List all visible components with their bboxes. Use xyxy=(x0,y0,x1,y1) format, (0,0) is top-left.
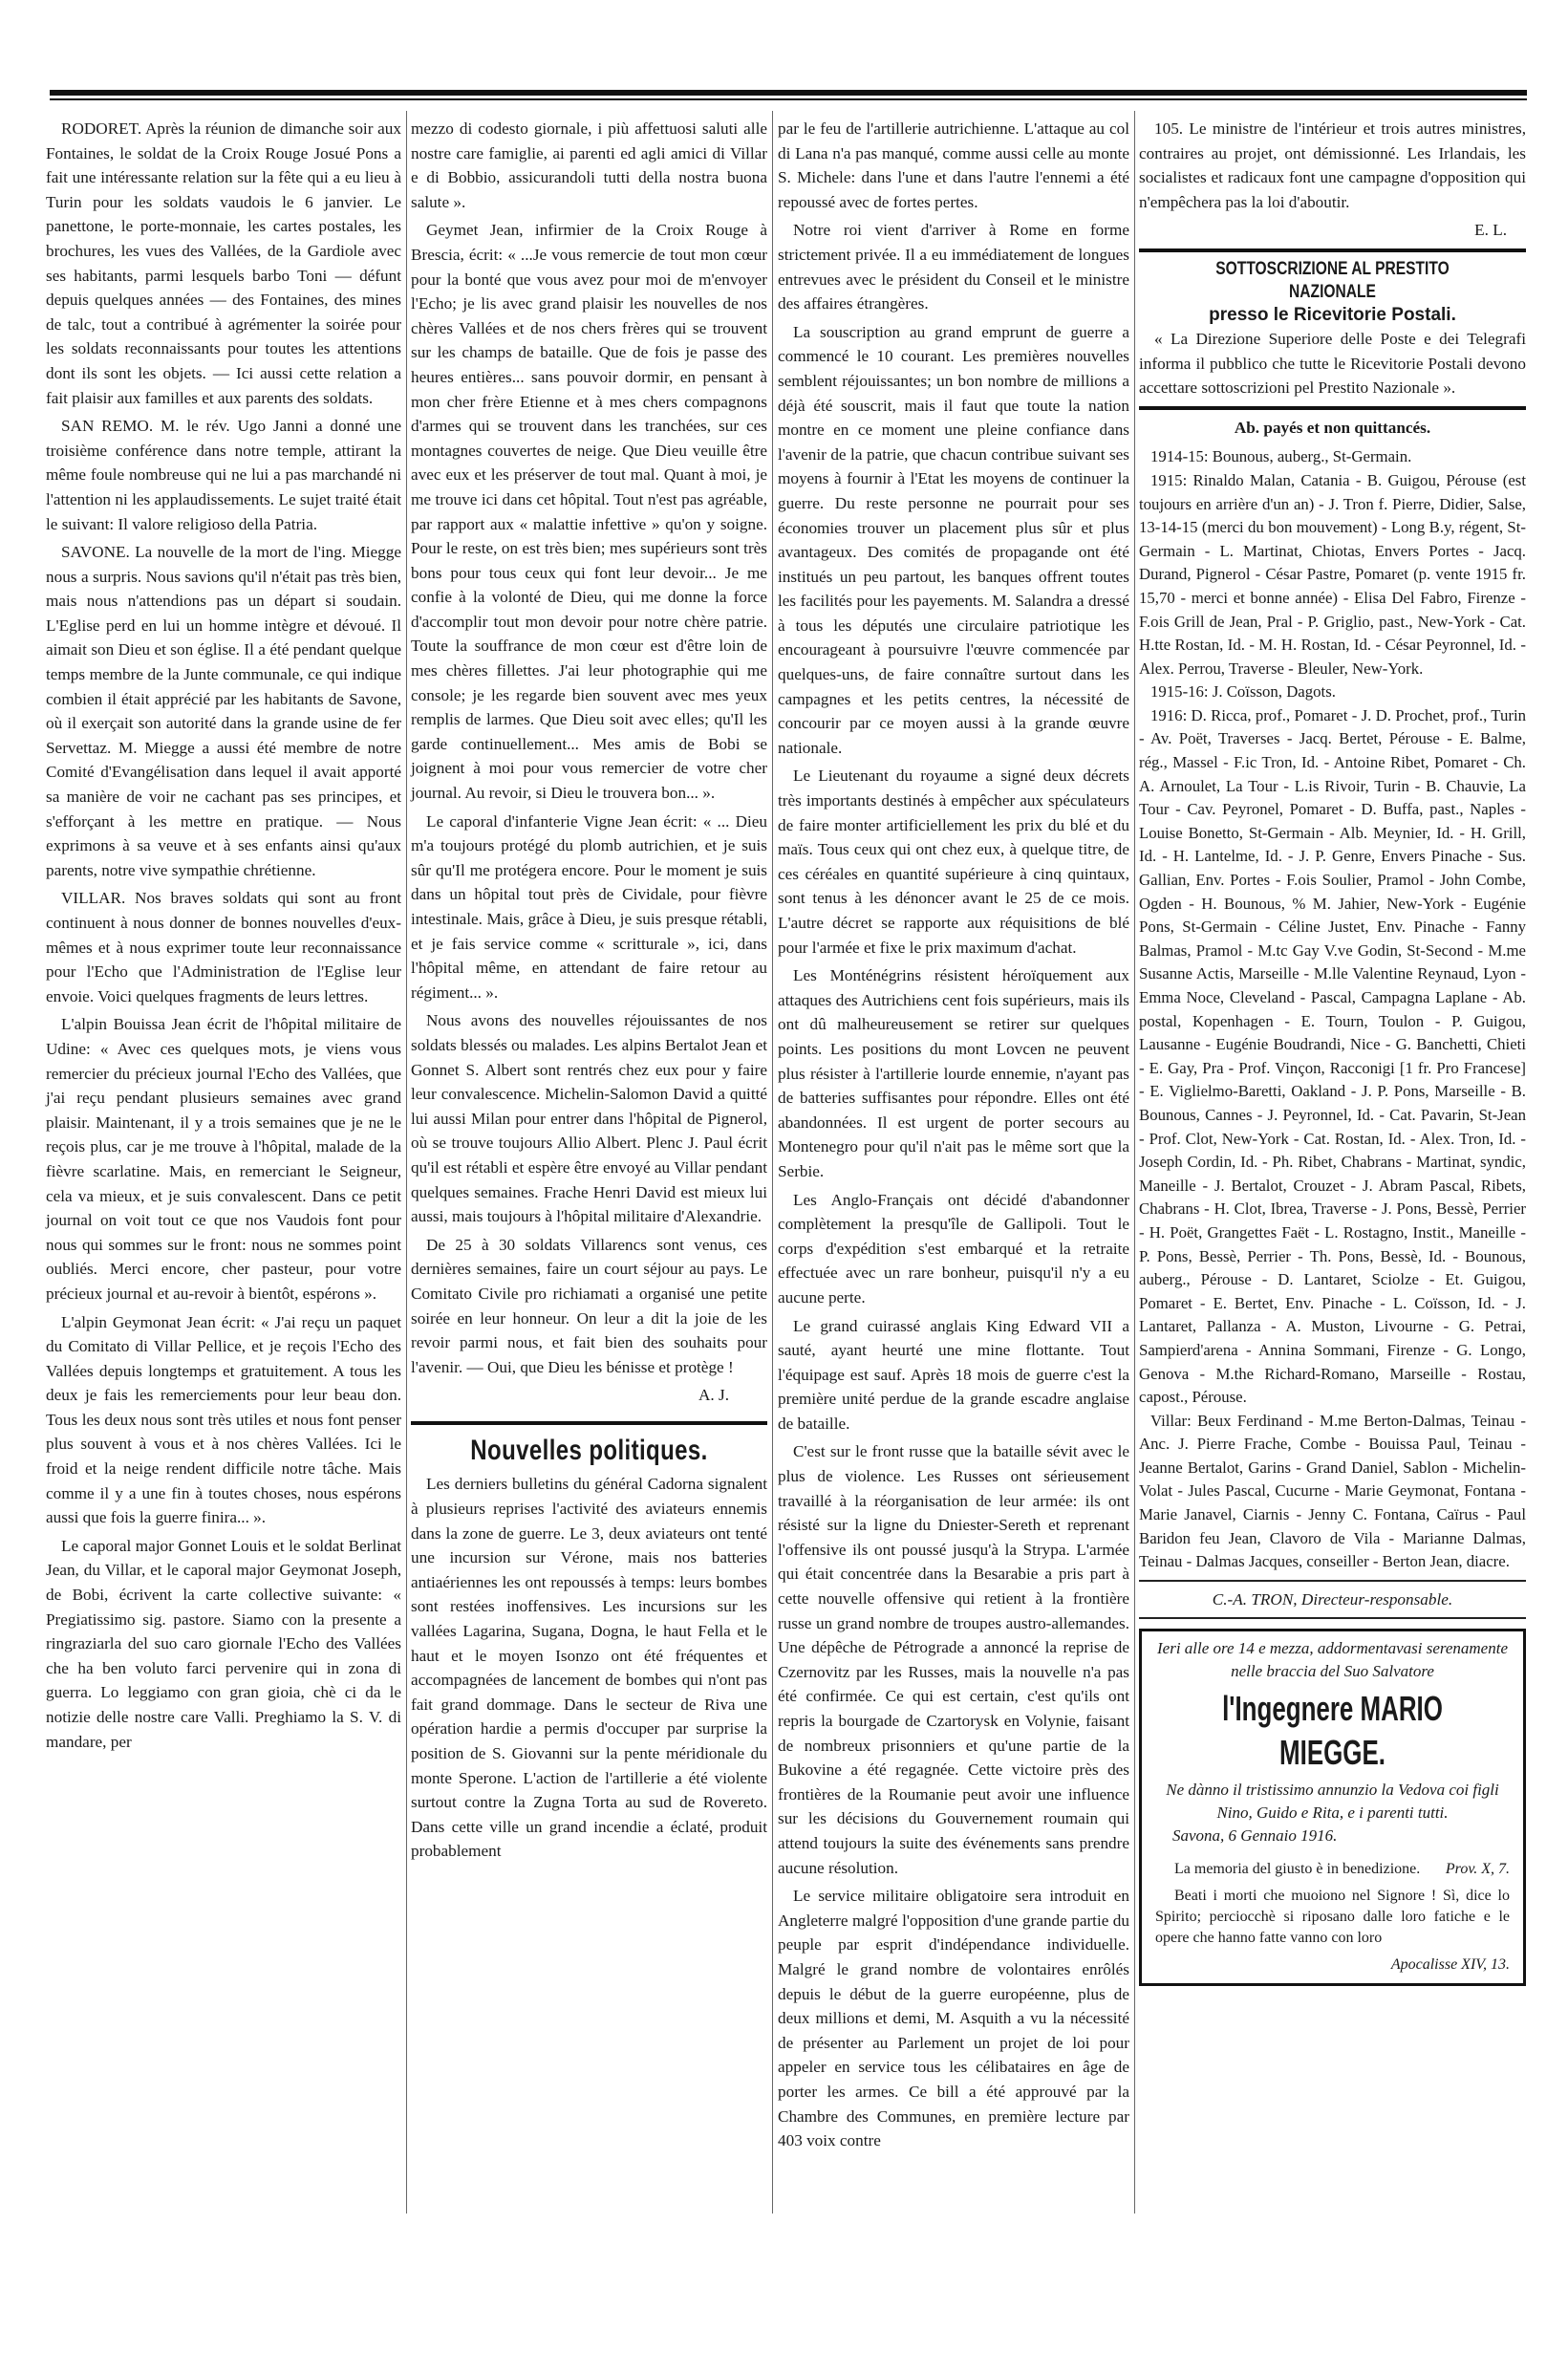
quote xyxy=(1155,1859,1510,1880)
paragraph: Le Lieutenant du royaume a signé deux décrets très importants destinés à empêcher aux spéculateurs de faire monter artificiellement les prix du blé et du maïs. Tous ceux qui ont chez eux, à quelque titre, de ces céréales en quantité supérieure à cinq quintaux, sont tenus à les dénoncer avant le 25 de ce mois. L'autre décret se rapporte aux réquisitions de blé pour l'armée et fixe le prix maximum d'achat. xyxy=(778,767,1129,957)
column-divider xyxy=(1134,111,1135,2214)
signature: A. J. xyxy=(698,1386,729,1405)
section-rule xyxy=(1139,248,1526,252)
column-4 xyxy=(1139,117,1526,1986)
list-item: 1915: Rinaldo Malan, Catania - B. Guigou, Pérouse (est toujours en arrière d'un an) - J. Tron f. Pierre, Didier, Salse, 13-14-15 (merci du bon mouvement) - Long B.y, régent, St-Germain - L. Martinat, Chiotas, Envers Portes - Jacq. Durand, Pignerol - César Pastre, Pomaret (p. vente 1915 fr. 15,70 - merci et bonne année) - Elisa Del Fabro, Firenze - F.ois Grill de Jean, Pral - P. Griglio, past., New-York - Cat. H.tte Rostan, Id. - M. H. Rostan, Id. - César Peyronnel, Id. - Alex. Perrou, Traverse - Bleuler, New-York. xyxy=(1139,470,1526,678)
subscribers-list xyxy=(1139,445,1526,1574)
obituary-text: Ne dànno il tristissimo annunzio la Vedova coi figli Nino, Guido e Rita, e i parenti tutti. xyxy=(1166,1781,1499,1823)
section-heading: Nouvelles politiques. xyxy=(470,1434,708,1466)
subscribers-heading: Ab. payés et non quittancés. xyxy=(1234,418,1431,437)
paragraph: Notre roi vient d'arriver à Rome en forme strictement privée. Il a eu immédiatement de longues entrevues avec le président du Conseil et le ministre des affaires étrangères. xyxy=(778,221,1129,313)
quote xyxy=(1155,1886,1510,1949)
obituary-quotes xyxy=(1155,1859,1510,1976)
column-divider xyxy=(772,111,773,2214)
quote-ref: Apocalisse XIV, 13. xyxy=(1390,1956,1510,1974)
column-3 xyxy=(778,117,1129,2157)
signature: E. L. xyxy=(1474,221,1507,240)
paragraph: La souscription au grand emprunt de guerre a commencé le 10 courant. Les premières nouvelles semblent réjouissantes; un bon nombre de millions a déjà été souscrit, mais il faut que toute la nation montre en ce moment une pleine confiance dans l'avenir de la patrie, que chacun contribue suivant ses moyens à fournir à l'Etat les moyens de continuer la guerre. Du reste personne ne pourrait pour ses économies trouver un placement plus sûr et plus avantageux. Des comités de propagande ont été institués un peu partout, les banques offrent toutes les facilités pour les payements. M. Salandra a dressé à tous les députés une circulaire patriotique les encourageant à poursuivre l'œuvre commencée par quelques-uns, de faire connaître surtout dans les campagnes et les petits centres, la nécessité de concourir par ce moyen aussi à la grande œuvre nationale. xyxy=(778,322,1129,757)
column-divider xyxy=(406,111,407,2214)
quote-ref: Prov. X, 7. xyxy=(1445,1861,1510,1878)
paragraph: VILLAR. Nos braves soldats qui sont au front continuent à nous donner de bonnes nouvelles d'eux-mêmes et à nous exprimer toute leur reconnaissance pour l'Echo que l'Administration de l'Eglise leur envoie. Voici quelques fragments de leurs lettres. xyxy=(46,889,401,1005)
top-rule-thin xyxy=(50,98,1527,100)
paragraph: 105. Le ministre de l'intérieur et trois autres ministres, contraires au projet, ont démissionné. Les Irlandais, les socialistes et radicaux font une campagne d'opposition qui n'empêchera pas la loi d'aboutir. xyxy=(1139,119,1526,211)
paragraph: De 25 à 30 soldats Villarencs sont venus, ces dernières semaines, faire un court séjour au pays. Le Comitato Civile pro richiamati a organisé une petite soirée en leur honneur. On leur a dit la joie de les revoir parmi nous, et fait bien des souhaits pour l'avenir. — Oui, que Dieu les bénisse et protège ! xyxy=(411,1235,767,1376)
paragraph: Les derniers bulletins du général Cadorna signalent à plusieurs reprises l'activité des aviateurs ennemis dans la zone de guerre. Le 3, deux aviateurs ont tenté une incursion sur Vérone, mais nos batteries antiaériennes les ont repoussés à temps: leurs bombes sont restées inoffensives. Les incursions sur les vallées Lagarina, Sugana, Dogna, le haut Fella et le haut et le moyen Isonzo ont été fréquentes et accompagnées de lancement de bombes qui n'ont pas fait grand dommage. Dans le secteur de Riva une opération hardie a permis d'occuper par surprise la position de S. Giovanni sur la pente méridionale du monte Sperone. L'action de l'artillerie a été violente surtout contre la Zugna Torta au sud de Rovereto. Dans cette ville un grand incendie a éclaté, produit probablement xyxy=(411,1475,767,1861)
notice-subtitle: presso le Ricevitorie Postali. xyxy=(1209,304,1456,325)
quote-text: La memoria del giusto è in benedizione. xyxy=(1174,1861,1421,1878)
paragraph: Le grand cuirassé anglais King Edward VII a sauté, ayant heurté une mine flottante. Tout l'équipage est sauf. Après 18 mois de guerre c'est la première unité perdue de la grande escadre anglaise de bataille. xyxy=(778,1316,1129,1433)
section-rule xyxy=(411,1421,767,1425)
paragraph: L'alpin Bouissa Jean écrit de l'hôpital militaire de Udine: « Avec ces quelques mots, je viens vous remercier du précieux journal l'Echo des Vallées, que j'ai reçu pendant plusieurs semaines avec grand plaisir. Maintenant, il y a trois semaines que je ne le reçois plus, car je me trouve à l'hôpital, malade de la fièvre scarlatine. Mais, en remerciant le Seigneur, cela va mieux, et je suis convalescent. Dans ce petit journal on voit tout ce que nos Vaudois font pour nous qui sommes sur le front: nous ne sommes point oubliés. Merci encore, cher pasteur, pour votre précieux journal et au-revoir à bientôt, espérons ». xyxy=(46,1015,401,1303)
obituary-date: Savona, 6 Gennaio 1916. xyxy=(1172,1826,1338,1846)
paragraph: Geymet Jean, infirmier de la Croix Rouge à Brescia, écrit: « ...Je vous remercie de tout mon cœur pour la bonté que vous avez pour moi de m'envoyer l'Echo; je lis avec grand plaisir les nouvelles de nos chères Vallées et de nos chers frères qui se trouvent sur les champs de bataille. Que de fois je passe des heures entières... sans pouvoir dormir, en pensant à mon cher frère Etienne et à mes chers compagnons d'armes qui se trouvent dans les tranchées, sur ces montagnes couvertes de neige. Que Dieu veuille être avec eux et les préserver de tout mal. Quant à moi, je me trouve ici dans cet hôpital. Tout n'est pas agréable, par rapport aux « malattie infettive » qu'on y soigne. Pour le reste, on est très bien; mes supérieurs sont très bons pour tous ceux qui font leur devoir... Je me confie à la volonté de Dieu, qui me donne la force d'accomplir tout mon devoir pour notre chère patrie. Toute la souffrance de mon cœur est d'être loin de mes chères fillettes. J'ai leur photographie qui me console; je les regarde bien souvent avec mes yeux remplis de larmes. Que Dieu soit avec elles; qu'Il les garde continuellement... Mes amis de Bobi se joignent à moi pour vous remercier de votre cher journal. Au revoir, si Dieu le trouvera bon... ». xyxy=(411,221,767,803)
obituary-intro: Ieri alle ore 14 e mezza, addormentavasi serenamente nelle braccia del Suo Salvatore xyxy=(1157,1639,1508,1681)
obituary-box xyxy=(1139,1629,1526,1986)
quote-text: Beati i morti che muoiono nel Signore ! Sì, dice lo Spirito; perciocchè si riposano dalle loro fatiche e le opere che hanno fatte vanno con loro xyxy=(1155,1888,1510,1947)
list-item: Villar: Beux Ferdinand - M.me Berton-Dalmas, Teinau - Anc. J. Pierre Frache, Combe - Bouissa Paul, Teinau - Jeanne Bertalot, Garins - Grand Daniel, Sablon - Michelin-Volat - Jules Pascal, Cucurne - Marie Geymonat, Fontana - Marie Janavel, Ciarnis - Jenny C. Fontana, Caïrus - Paul Baridon feu Jean, Clavoro de Vila - Marianne Dalmas, Teinau - Dalmas Jacques, conseiller - Berton Jean, diacre. xyxy=(1139,1411,1526,1571)
column-1 xyxy=(46,117,401,1758)
paragraph: RODORET. Après la réunion de dimanche soir aux Fontaines, le soldat de la Croix Rouge Josué Pons a fait une intéressante relation sur la fête qui a eu lieu à Turin pour les soldats vaudois le 6 janvier. Le panettone, le porte-monnaie, les cartes postales, les brochures, les vues des Vallées, de la Gardiole avec ses habitants, parmi lesquels barbo Toni — défunt depuis quelques années — des Fontaines, des mines de talc, tout a contribué à agrémenter la soirée pour les soldats reconnaissants pour toutes les attentions dont ils sont les objets. — Ici aussi cette relation a fait plaisir aux familles et aux parents des soldats. xyxy=(46,119,401,407)
list-item: 1916: D. Ricca, prof., Pomaret - J. D. Prochet, prof., Turin - Av. Poët, Traverses - Jacq. Bertet, Pérouse - E. Balme, rég., Massel - F.ic Tron, Id. - Antoine Ribet, Pomaret - Ch. A. Arnoulet, La Tour - L.is Rivoir, Turin - B. Chauvie, La Tour - Cav. Peyronel, Pomaret - D. Buffa, past., Naples - Louise Bonetto, St-Germain - Alb. Meynier, Id. - H. Grill, Id. - H. Lantelme, Id. - J. P. Genre, Envers Pinache - Sus. Gallian, Env. Portes - F.ois Soulier, Pramol - John Combe, Ogden - H. Bounous, % M. Jahier, New-York - Eugénie Pons, St-Germain - Céline Justet, Env. Pinache - Fanny Balmas, Pramol - M.tc Gay V.ve Godin, St-Second - M.me Susanne Actis, Marseille - M.lle Valentine Reynaud, Lyon - Emma Noce, Cleveland - Pascal, Campagna Laplane - Ab. postal, Kopenhagen - E. Tourn, Toulon - P. Guigou, Lausanne - Eugénie Boudrandi, Nice - G. Banchetti, Chieti - E. Gay, Pra - Prof. Vinçon, Racconigi [1 fr. Pro Francese] - E. Viglielmo-Baretti, Oakland - J. P. Pons, Marseille - B. Bounous, Cannes - J. Peyronnel, Id. - Cat. Pavarin, St-Jean - Prof. Clot, New-York - Cat. Rostan, Id. - Alex. Tron, Id. - Joseph Cordin, Id. - Ph. Ribet, Chabrans - Martinat, syndic, Maneille - J. Bertalot, Crouzet - J. Abram Pascal, Ribets, Chabrans - H. Clot, Ibrea, Traverse - J. Pons, Bessè, Perrier - H. Poët, Grangettes Faët - L. Rostagno, Instit., Maneille - P. Pons, Bessè, Perrier - Th. Pons, Bessè, Id. - Bounous, auberg., Pérouse - D. Lantaret, Sciolze - Et. Guigou, Pomaret - E. Bertet, Env. Pinache - L. Coïsson, Id. - J. Lantaret, Pallanza - A. Muston, Livourne - G. Petrai, Sampierd'arena - Annina Sommani, Firenze - G. Longo, Genova - M.the Richard-Romano, Marseille - Rostau, capost., Pérouse. xyxy=(1139,705,1526,1407)
paragraph: Le service militaire obligatoire sera introduit en Angleterre malgré l'opposition d'une grande partie du peuple par esprit d'indépendance individuelle. Malgré le grand nombre de volontaires enrôlés depuis le début de la guerre européenne, plus de deux millions et demi, M. Asquith a vu la nécessité de présenter au Parlement un projet de loi pour appeler en service tous les célibataires en âge de porter les armes. Ce bill a été approuvé par la Chambre des Communes, en première lecture par 403 voix contre xyxy=(778,1887,1129,2150)
paragraph: SAN REMO. M. le rév. Ugo Janni a donné une troisième conférence dans notre temple, attirant la même foule nombreuse qui ne lui a pas marchandé ni l'attention ni les applaudissements. Le sujet traité était le suivant: Il valore religioso della Patria. xyxy=(46,417,401,533)
paragraph: mezzo di codesto giornale, i più affettuosi saluti alle nostre care famiglie, ai parenti ed agli amici di Villar e di Bobbio, assicurandoli tutti della nostra buona salute ». xyxy=(411,119,767,211)
section-rule xyxy=(1139,1580,1526,1582)
paragraph: Nous avons des nouvelles réjouissantes de nos soldats blessés ou malades. Les alpins Bertalot Jean et Gonnet S. Albert sont rentrés chez eux pour y faire leur convalescence. Michelin-Salomon David a quitté lui aussi Milan pour entrer dans l'hôpital de Pignerol, où se trouve toujours Allio Albert. Plenc J. Paul écrit qu'il est rétabli et espère être envoyé au Villar pendant quelques semaines. Frache Henri David est mieux lui aussi, mais toujours à l'hôpital militaire d'Alexandrie. xyxy=(411,1011,767,1226)
section-rule xyxy=(1139,1617,1526,1619)
director-line: C.-A. TRON, Directeur-responsable. xyxy=(1212,1589,1453,1609)
paragraph: C'est sur le front russe que la bataille sévit avec le plus de violence. Les Russes ont sérieusement travaillé à la réorganisation de leur armée: ils ont résisté sur la ligne du Dniester-Sereth et reprenant l'offensive ils ont poussé jusqu'à la Strypa. L'armée qui était concentrée dans la Besarabie a pris part à cette nouvelle offensive qui retient à la frontière russe un grand nombre de troupes austro-allemandes. Une dépêche de Pétrograde a annoncé la reprise de Czernovitz par les Russes, mais la nouvelle n'a pas été confirmée. Ce qui est certain, c'est qu'ils ont repris la bourgade de Czartorysk en Volynie, faisant de nombreux prisonniers et qu'une partie de la Bukovine a été regagnée. Cette victoire près des frontières de la Roumanie peut avoir une influence sur les décisions du Gouvernement roumain qui attend toujours la suite des événements sans prendre aucune résolution. xyxy=(778,1442,1129,1877)
paragraph: SAVONE. La nouvelle de la mort de l'ing. Miegge nous a surpris. Nous savions qu'il n'était pas très bien, mais nous n'attendions pas un départ si soudain. L'Eglise perd en lui un homme intègre et dévoué. Il aimait son Dieu et son église. Il a été pendant quelque temps membre de la Junte communale, ce qui indique combien il était apprécié par les habitants de Savone, où il exerçait son autorité dans la grande usine de fer Servettaz. M. Miegge a aussi été membre de notre Comité d'Evangélisation dans lequel il avait apporté sa manière de voir ne cachant pas ses principes, et s'efforçant à les mettre en pratique. — Nous exprimons à sa veuve et à ses enfants ainsi qu'aux parents, notre vive sympathie chrétienne. xyxy=(46,543,401,879)
paragraph: Les Anglo-Français ont décidé d'abandonner complètement la presqu'île de Gallipoli. Tout le corps d'expédition s'est embarqué et la retraite effectuée avec un rare bonheur, puisqu'il n'y a eu aucune perte. xyxy=(778,1190,1129,1307)
notice-title: SOTTOSCRIZIONE AL PRESTITO NAZIONALE xyxy=(1215,258,1450,302)
paragraph: Le caporal d'infanterie Vigne Jean écrit: « ... Dieu m'a toujours protégé du plomb autrichien, et je suis sûr qu'Il me protégera encore. Pour le moment je suis dans un hôpital tout près de Cividale, pour fièvre intestinale. Mais, grâce à Dieu, je suis presque rétabli, et je fais service comme « scritturale », ici, dans l'hôpital même, en attendant de faire retour au régiment... ». xyxy=(411,811,767,1002)
obituary-name: l'Ingegnere MARIO MIEGGE. xyxy=(1222,1689,1443,1773)
section-rule xyxy=(1139,406,1526,410)
list-item: 1914-15: Bounous, auberg., St-Germain. xyxy=(1150,447,1412,466)
column-2 xyxy=(411,117,767,1868)
paragraph: Le caporal major Gonnet Louis et le soldat Berlinat Jean, du Villar, et le caporal major Geymonat Joseph, de Bobi, écrivent la carte collective suivante: « Pregiatissimo sig. pastore. Siamo con la presente a ringraziarla del suo caro giornale l'Echo des Vallées che ha ben voluto farci pervenire qui in zona di guerra. Lo leggiamo con gran gioia, chè ci da le notizie delle nostre care Valli. Preghiamo la S. V. di mandare, per xyxy=(46,1536,401,1751)
notice-text: « La Direzione Superiore delle Poste e dei Telegrafi informa il pubblico che tutte le Ricevitorie Postali devono accettare sottoscrizioni pel Prestito Nazionale ». xyxy=(1139,329,1526,398)
paragraph: par le feu de l'artillerie autrichienne. L'attaque au col di Lana n'a pas manqué, comme aussi celle au monte S. Michele: dans l'une et dans l'autre l'ennemi a été repoussé avec de fortes pertes. xyxy=(778,119,1129,211)
paragraph: L'alpin Geymonat Jean écrit: « J'ai reçu un paquet du Comitato di Villar Pellice, et je reçois l'Echo des Vallées depuis longtemps et gratuitement. A tous les deux je fais les remerciements pour leur beau don. Tous les deux nous sont très utiles et nous font penser plus souvent à vous et à nos chères Vallées. Ici le froid et la neige rendent difficile notre tâche. Mais comme il y a une fin à toutes choses, nous espérons aussi que fois la guerre finira... ». xyxy=(46,1312,401,1527)
top-rule xyxy=(50,90,1527,96)
list-item: 1915-16: J. Coïsson, Dagots. xyxy=(1150,682,1336,702)
paragraph: Les Monténégrins résistent héroïquement aux attaques des Autrichiens cent fois supérieurs, mais ils ont dû malheureusement se retirer sur quelques points. Les positions du mont Lovcen ne peuvent plus résister à l'artillerie lourde ennemie, n'ayant pas de batteries suffisantes pour répondre. Elles ont été abandonnées. Il est urgent de porter secours au Montenegro pour qu'il n'ait pas le même sort que la Serbie. xyxy=(778,966,1129,1180)
